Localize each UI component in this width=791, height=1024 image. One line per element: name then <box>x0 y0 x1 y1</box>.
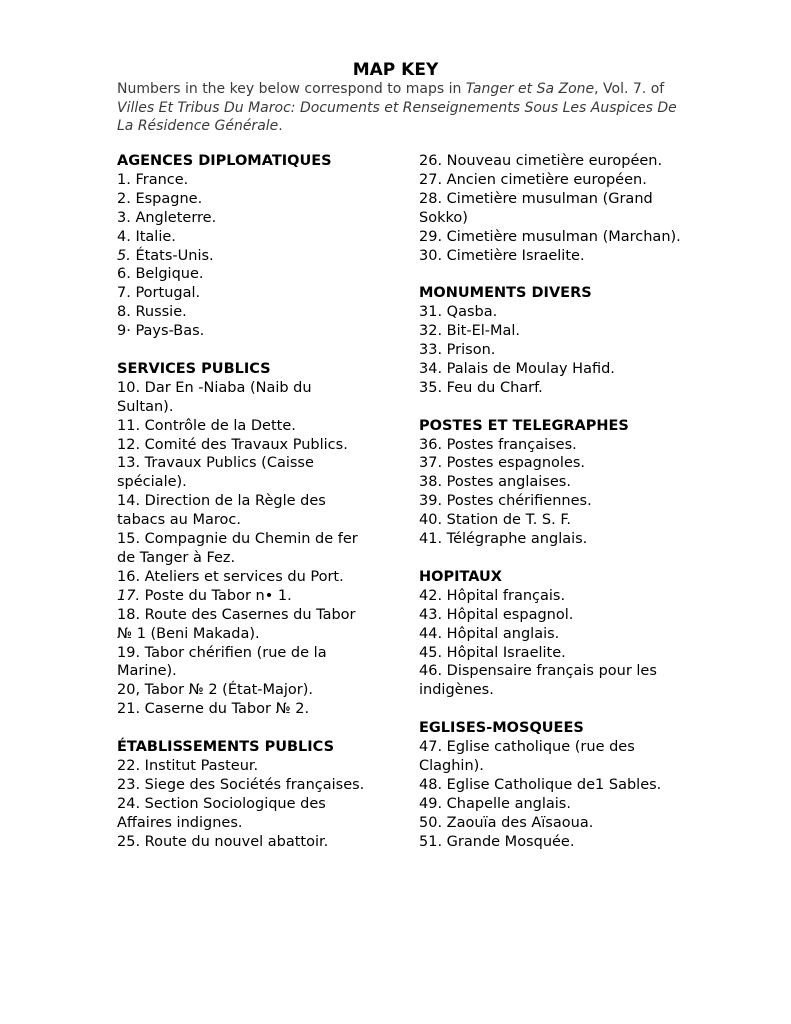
key-entry <box>419 152 684 171</box>
entry-text: Eglise Catholique de1 Sables. <box>442 776 662 793</box>
key-entry <box>117 833 365 852</box>
entry-text: Travaux Publics (Caisse spéciale). <box>117 455 314 491</box>
key-entry <box>117 265 365 284</box>
entry-number: 42. <box>419 587 443 604</box>
entry-number: 18. <box>117 606 141 623</box>
entry-number: 47. <box>419 739 443 756</box>
section-heading: MONUMENTS DIVERS <box>419 285 592 302</box>
entry-number: 51. <box>419 833 443 850</box>
section-gap <box>419 265 684 284</box>
entry-number: 12. <box>117 436 141 453</box>
key-entry <box>117 757 365 776</box>
entry-number: 48. <box>419 776 443 793</box>
entry-text: Belgique. <box>130 266 204 283</box>
entry-text: Prison. <box>442 342 496 359</box>
entry-text: Postes anglaises. <box>442 474 571 491</box>
entry-text: Caserne du Tabor № 2. <box>140 701 310 718</box>
section-gap <box>419 549 684 568</box>
key-entry <box>419 587 684 606</box>
entry-number: 7. <box>117 285 131 302</box>
entry-number: 10. <box>117 379 141 396</box>
key-entry <box>419 662 684 700</box>
entry-text: Dar En -Niaba (Naib du Sultan). <box>117 379 312 415</box>
key-entry <box>117 303 365 322</box>
entry-text: Feu du Charf. <box>442 379 543 396</box>
page-title: MAP KEY <box>352 60 439 80</box>
entry-number: 4. <box>117 228 131 245</box>
key-entry <box>117 436 365 455</box>
entry-number: 23. <box>117 776 141 793</box>
section-heading: ÉTABLISSEMENTS PUBLICS <box>117 739 335 756</box>
entry-text: Angleterre. <box>130 209 217 226</box>
key-entry <box>419 814 684 833</box>
entry-number: 2. <box>117 190 131 207</box>
entry-text: Postes chérifiennes. <box>442 493 592 510</box>
key-entry <box>419 360 684 379</box>
section-gap <box>117 719 365 738</box>
key-entry <box>419 454 684 473</box>
entry-number: 13. <box>117 455 141 472</box>
key-entry <box>117 190 365 209</box>
key-entry <box>117 530 365 568</box>
entry-text: Italie. <box>130 228 176 245</box>
key-entry <box>419 436 684 455</box>
entry-number: 46. <box>419 663 443 680</box>
key-entry <box>117 568 365 587</box>
entry-number: 37. <box>419 455 443 472</box>
entry-number: 16. <box>117 568 141 585</box>
entry-number: 31. <box>419 304 443 321</box>
key-entry <box>117 644 365 682</box>
key-entry <box>419 644 684 663</box>
entry-number: 17. <box>117 587 141 604</box>
key-entry <box>419 492 684 511</box>
entry-text: Pays-Bas. <box>130 323 205 340</box>
key-entry <box>117 492 365 530</box>
key-entry <box>419 379 684 398</box>
section-gap <box>419 700 684 719</box>
key-entry <box>117 379 365 417</box>
entry-text: Russie. <box>130 304 187 321</box>
section-heading: SERVICES PUBLICS <box>117 360 271 377</box>
entry-text: Compagnie du Chemin de fer de Tanger à Fez. <box>117 531 358 567</box>
entry-text: Contrôle de la Dette. <box>140 417 296 434</box>
section-heading: HOPITAUX <box>419 568 502 585</box>
key-entry <box>117 795 365 833</box>
entry-text: Dispensaire français pour les indigènes. <box>419 663 657 699</box>
key-entry <box>419 776 684 795</box>
entry-text: Chapelle anglais. <box>442 795 571 812</box>
entry-number: 15. <box>117 531 141 548</box>
entry-number: 24. <box>117 795 141 812</box>
key-entry <box>117 209 365 228</box>
entry-number: 44. <box>419 625 443 642</box>
section-heading: POSTES ET TELEGRAPHES <box>419 417 629 434</box>
entry-number: 33. <box>419 342 443 359</box>
entry-text: Eglise catholique (rue des Claghin). <box>419 739 635 774</box>
entry-text: Station de T. S. F. <box>442 512 571 529</box>
entry-text: Zaouïa des Aïsaoua. <box>442 814 594 831</box>
entry-text: Hôpital français. <box>442 587 566 604</box>
entry-text: Postes françaises. <box>442 436 577 453</box>
intro-title-italic: Tanger et Sa Zone <box>465 81 595 97</box>
entry-number: 34. <box>419 360 443 377</box>
key-entry <box>117 322 365 341</box>
intro-text: . <box>278 118 283 134</box>
key-entry <box>117 700 365 719</box>
entry-number: 50. <box>419 814 443 831</box>
key-entry <box>117 606 365 644</box>
entry-number: 3. <box>117 209 131 226</box>
entry-text: Siege des Sociétés françaises. <box>140 776 365 793</box>
entry-number: 45. <box>419 644 443 661</box>
left-column <box>117 152 365 852</box>
entry-text: Cimetière musulman (Marchan). <box>442 228 681 245</box>
entry-text: Bit-El-Mal. <box>442 323 521 340</box>
entry-text: Direction de la Règle des tabacs au Maroc. <box>117 493 326 529</box>
key-entry <box>419 247 684 266</box>
entry-number: 9· <box>117 323 131 340</box>
entry-number: 14. <box>117 493 141 510</box>
key-entry <box>419 190 684 228</box>
key-entry <box>419 530 684 549</box>
entry-number: 35. <box>419 379 443 396</box>
entry-text: Tabor № 2 (État-Major). <box>140 682 314 699</box>
key-entry <box>419 228 684 247</box>
entry-number: 19. <box>117 644 141 661</box>
entry-text: Comité des Travaux Publics. <box>140 436 348 453</box>
entry-text: Grande Mosquée. <box>442 833 575 850</box>
key-entry <box>117 171 365 190</box>
entry-number: 40. <box>419 512 443 529</box>
entry-number: 28. <box>419 190 443 207</box>
entry-number: 6. <box>117 266 131 283</box>
key-entry <box>419 341 684 360</box>
entry-text: Qasba. <box>442 304 498 321</box>
intro-paragraph <box>117 80 687 136</box>
key-entry <box>117 681 365 700</box>
entry-number: 49. <box>419 795 443 812</box>
entry-text: Hôpital Israelite. <box>442 644 566 661</box>
key-entry <box>419 171 684 190</box>
key-entry <box>419 473 684 492</box>
entry-text: Palais de Moulay Hafid. <box>442 360 615 377</box>
key-entry <box>419 511 684 530</box>
right-column <box>419 152 684 851</box>
key-entry <box>117 587 365 606</box>
entry-text: Hôpital espagnol. <box>442 606 574 623</box>
entry-number: 38. <box>419 474 443 491</box>
entry-number: 30. <box>419 247 443 264</box>
entry-text: Espagne. <box>130 190 203 207</box>
section-heading: EGLISES-MOSQUEES <box>419 720 584 737</box>
key-entry <box>419 322 684 341</box>
section-gap <box>419 398 684 417</box>
entry-text: Portugal. <box>130 285 201 302</box>
entry-text: Route du nouvel abattoir. <box>140 833 329 850</box>
entry-number: 43. <box>419 606 443 623</box>
intro-text: Numbers in the key below correspond to maps in <box>117 81 466 97</box>
entry-text: Poste du Tabor n• 1. <box>140 587 292 604</box>
entry-text: Ancien cimetière européen. <box>442 171 647 188</box>
entry-number: 39. <box>419 493 443 510</box>
entry-text: Nouveau cimetière européen. <box>442 153 663 169</box>
key-entry <box>117 284 365 303</box>
section-heading: AGENCES DIPLOMATIQUES <box>117 153 332 169</box>
entry-number: 27. <box>419 171 443 188</box>
entry-text: Institut Pasteur. <box>140 757 259 774</box>
key-entry <box>117 417 365 436</box>
entry-text: Hôpital anglais. <box>442 625 560 642</box>
key-entry <box>419 303 684 322</box>
entry-number: 32. <box>419 323 443 340</box>
key-entry <box>419 833 684 852</box>
entry-number: 21. <box>117 701 141 718</box>
key-entry <box>117 228 365 247</box>
entry-number: 41. <box>419 531 443 548</box>
entry-text: Postes espagnoles. <box>442 455 586 472</box>
key-entry <box>117 776 365 795</box>
entry-text: Tabor chérifien (rue de la Marine). <box>117 644 327 680</box>
entry-number: 22. <box>117 757 141 774</box>
key-entry <box>419 738 684 776</box>
key-entry <box>419 795 684 814</box>
entry-text: Cimetière Israelite. <box>442 247 585 264</box>
key-entry <box>117 247 365 266</box>
entry-text: Section Sociologique des Affaires indignes. <box>117 795 326 831</box>
entry-number: 5. <box>117 247 131 264</box>
key-entry <box>419 625 684 644</box>
key-entry <box>419 606 684 625</box>
intro-text: , Vol. 7. of <box>594 81 665 97</box>
entry-number: 26. <box>419 153 443 169</box>
entry-text: Cimetière musulman (Grand Sokko) <box>419 190 653 226</box>
entry-text: Ateliers et services du Port. <box>140 568 344 585</box>
entry-number: 25. <box>117 833 141 850</box>
key-entry <box>117 454 365 492</box>
entry-number: 36. <box>419 436 443 453</box>
intro-series-italic: Villes Et Tribus Du Maroc: Documents et Renseignements Sous Les Auspices De La Résidence Générale <box>117 99 677 134</box>
section-gap <box>117 341 365 360</box>
entry-number: 20, <box>117 682 141 699</box>
entry-text: États-Unis. <box>130 247 214 264</box>
entry-text: Route des Casernes du Tabor № 1 (Beni Makada). <box>117 606 356 642</box>
entry-number: 1. <box>117 171 131 188</box>
entry-number: 8. <box>117 304 131 321</box>
entry-number: 11. <box>117 417 141 434</box>
entry-text: Télégraphe anglais. <box>442 531 588 548</box>
entry-number: 29. <box>419 228 443 245</box>
entry-text: France. <box>130 171 189 188</box>
